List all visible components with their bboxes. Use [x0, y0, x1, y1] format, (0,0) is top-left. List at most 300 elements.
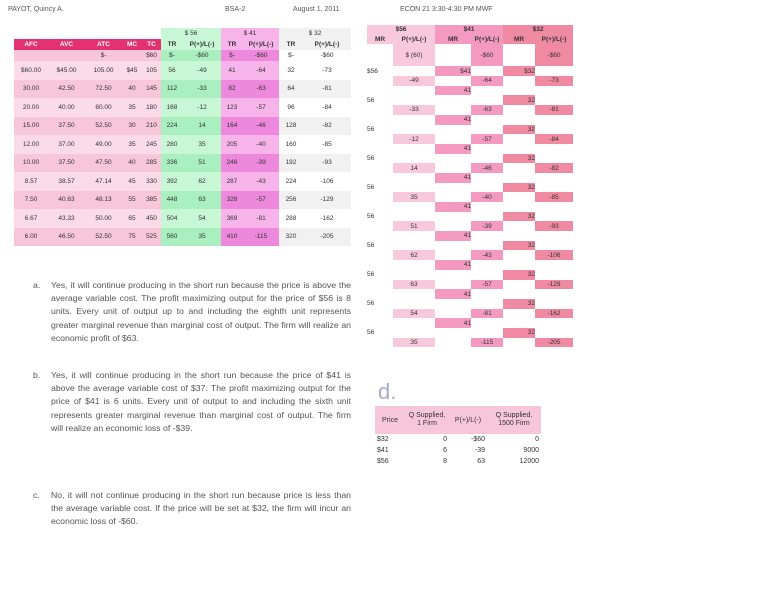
mr-cell-pl41 — [471, 183, 503, 193]
mr-cell-pl41 — [471, 231, 503, 241]
mr-cell-pl41 — [471, 144, 503, 154]
supply-cell-q1500: 9000 — [523, 447, 539, 454]
mr-row — [367, 299, 573, 309]
mr-cell-mr41 — [435, 221, 471, 231]
mr-cell-mr32: 32 — [503, 95, 535, 105]
mr-cell-mr41: 41 — [435, 260, 471, 270]
mr-cell-mr41: 41 — [435, 202, 471, 212]
mr-cell-mr32: 32 — [503, 183, 535, 193]
mr-cell-mr32 — [503, 192, 535, 202]
cost-cell-avc: 40.63 — [48, 191, 85, 210]
mr-sub-cell — [435, 44, 471, 66]
cost-row — [14, 61, 351, 80]
cost-sub-cell — [48, 50, 85, 61]
cost-cell-afc: 6.00 — [14, 228, 48, 247]
mr-cell-mr32 — [503, 202, 535, 212]
answer-a — [33, 279, 351, 345]
mr-cell-pl32 — [535, 270, 573, 280]
mr-cell-mr32: 32 — [503, 328, 535, 338]
cost-cell-tr32: 128 — [279, 117, 303, 136]
mr-cell-pl32 — [535, 183, 573, 193]
mr-cell-pl41 — [471, 66, 503, 76]
supply-cell-price: $56 — [377, 458, 389, 465]
cost-cell-afc: 15.00 — [14, 117, 48, 136]
cost-cell-tr56: 448 — [161, 191, 183, 210]
mr-cell-mr56: 56 — [367, 212, 393, 222]
cost-cell-afc: 10.00 — [14, 154, 48, 173]
cost-col-header: P(+)/L(-) — [243, 39, 279, 50]
section-code: BSA-2 — [225, 6, 246, 13]
cost-cell-atc: 52.50 — [85, 228, 122, 247]
mr-cell-pl41 — [471, 328, 503, 338]
mr-cell-pl56 — [393, 241, 435, 251]
mr-cell-mr41: 41 — [435, 318, 471, 328]
answer-b-label: b. — [33, 370, 41, 380]
answer-c — [33, 489, 351, 529]
mr-cell-pl41 — [471, 86, 503, 96]
cost-cell-mc: 30 — [122, 117, 142, 136]
mr-cell-pl32 — [535, 318, 573, 328]
cost-cell-pl32: -85 — [303, 135, 351, 154]
mr-row — [367, 212, 573, 222]
cost-col-header: AVC — [48, 39, 85, 50]
mr-cell-mr32: 32 — [503, 212, 535, 222]
mr-cell-mr32 — [503, 115, 535, 125]
mr-row — [367, 154, 573, 164]
mr-row — [367, 105, 573, 115]
cost-cell-tc: 385 — [142, 191, 161, 210]
cost-sub-cell: $60 — [142, 50, 161, 61]
cost-cell-pl56: -33 — [183, 80, 221, 99]
mr-cell-mr41 — [435, 105, 471, 115]
price-header-41: $ 41 — [221, 28, 279, 39]
mr-cell-pl32: -85 — [535, 192, 573, 202]
cost-cell-tr41: 82 — [221, 80, 243, 99]
mr-cell-pl56 — [393, 144, 435, 154]
cost-cell-pl41: -39 — [243, 154, 279, 173]
mr-cell-mr41 — [435, 183, 471, 193]
mr-cell-pl41: -81 — [471, 309, 503, 319]
mr-row — [367, 221, 573, 231]
mr-cell-mr32 — [503, 231, 535, 241]
cost-cell-tr56: 112 — [161, 80, 183, 99]
cost-cell-tr41: 246 — [221, 154, 243, 173]
mr-col-header: P(+)/L(-) — [535, 35, 573, 45]
cost-cell-pl41: -43 — [243, 172, 279, 191]
answer-c-label: c. — [33, 490, 40, 500]
mr-cell-mr41: 41 — [435, 115, 471, 125]
cost-col-header: ATC — [85, 39, 122, 50]
mr-cell-pl56: 62 — [393, 250, 435, 260]
mr-cell-mr41 — [435, 95, 471, 105]
mr-col-header: MR — [503, 35, 535, 45]
mr-cell-mr56 — [367, 280, 393, 290]
mr-cell-mr56 — [367, 105, 393, 115]
cost-row — [14, 135, 351, 154]
cost-cell-tr41: 369 — [221, 209, 243, 228]
cost-sub-cell: -$60 — [183, 50, 221, 61]
mr-cell-pl32: -82 — [535, 163, 573, 173]
mr-row — [367, 280, 573, 290]
mr-col-header: MR — [435, 35, 471, 45]
mr-row — [367, 163, 573, 173]
mr-row — [367, 86, 573, 96]
cost-cell-avc: 37.50 — [48, 154, 85, 173]
mr-cell-pl41 — [471, 212, 503, 222]
cost-row — [14, 191, 351, 210]
mr-row — [367, 270, 573, 280]
mr-cell-mr32 — [503, 173, 535, 183]
cost-row — [14, 80, 351, 99]
mr-cell-mr41: $41 — [435, 66, 471, 76]
mr-cell-mr41 — [435, 280, 471, 290]
cost-cell-pl41: -63 — [243, 80, 279, 99]
mr-cell-pl41 — [471, 115, 503, 125]
cost-cell-pl32: -73 — [303, 61, 351, 80]
mr-col-header: P(+)/L(-) — [471, 35, 503, 45]
mr-price-header-56: $56 — [367, 25, 435, 35]
cost-row — [14, 117, 351, 136]
mr-cell-pl32 — [535, 241, 573, 251]
cost-cell-tr41: 164 — [221, 117, 243, 136]
mr-cell-pl41 — [471, 260, 503, 270]
cost-cell-pl56: 62 — [183, 172, 221, 191]
cost-row — [14, 172, 351, 191]
mr-cell-pl41 — [471, 241, 503, 251]
cost-row — [14, 209, 351, 228]
cost-cell-pl41: -57 — [243, 191, 279, 210]
supply-cell-q1: 8 — [443, 458, 447, 465]
cost-cell-tc: 210 — [142, 117, 161, 136]
mr-cell-mr32: 32 — [503, 154, 535, 164]
cost-cell-pl32: -81 — [303, 80, 351, 99]
cost-cell-pl56: 35 — [183, 228, 221, 247]
mr-cell-pl56 — [393, 125, 435, 135]
mr-cell-pl32 — [535, 173, 573, 183]
mr-cell-pl56: -33 — [393, 105, 435, 115]
mr-cell-mr41 — [435, 338, 471, 348]
mr-cell-pl56 — [393, 212, 435, 222]
mr-cell-mr32 — [503, 318, 535, 328]
cost-cell-pl56: 54 — [183, 209, 221, 228]
mr-cell-pl41: -63 — [471, 105, 503, 115]
price-header-32: $ 32 — [279, 28, 351, 39]
supply-cell-price: $41 — [377, 447, 389, 454]
mr-sub-cell — [367, 44, 393, 66]
mr-cell-pl32 — [535, 115, 573, 125]
cost-row — [14, 154, 351, 173]
cost-cell-atc: 72.50 — [85, 80, 122, 99]
cost-cell-avc: 42.50 — [48, 80, 85, 99]
cost-cell-pl32: -93 — [303, 154, 351, 173]
cost-cell-mc: 75 — [122, 228, 142, 247]
cost-cell-avc: 37.50 — [48, 117, 85, 136]
mr-cell-mr56: 56 — [367, 299, 393, 309]
cost-cell-pl32: -129 — [303, 191, 351, 210]
mr-row — [367, 231, 573, 241]
supply-cell-pl: -$60 — [470, 436, 485, 443]
cost-cell-tr41: 287 — [221, 172, 243, 191]
mr-cell-pl41: -57 — [471, 134, 503, 144]
cost-cell-afc: 20.00 — [14, 98, 48, 117]
mr-cell-mr41 — [435, 154, 471, 164]
cost-cell-pl32: -205 — [303, 228, 351, 247]
supply-row — [375, 445, 541, 456]
cost-cell-tr41: 123 — [221, 98, 243, 117]
mr-cell-mr41: 41 — [435, 86, 471, 96]
mr-cell-mr56 — [367, 173, 393, 183]
cost-cell-tr32: 192 — [279, 154, 303, 173]
cost-cell-avc: $45.00 — [48, 61, 85, 80]
cost-cell-tr41: 328 — [221, 191, 243, 210]
mr-cell-mr56 — [367, 338, 393, 348]
cost-cell-tr32: 224 — [279, 172, 303, 191]
cost-cell-pl41: -57 — [243, 98, 279, 117]
cost-cell-pl56: 14 — [183, 117, 221, 136]
mr-row — [367, 192, 573, 202]
mr-cell-pl56 — [393, 328, 435, 338]
mr-cell-mr56: $56 — [367, 66, 393, 76]
mr-cell-pl32: -106 — [535, 250, 573, 260]
mr-row — [367, 250, 573, 260]
mr-cell-mr56 — [367, 192, 393, 202]
cost-col-header: P(+)/L(-) — [183, 39, 221, 50]
cost-cell-tr32: 96 — [279, 98, 303, 117]
mr-cell-mr32 — [503, 338, 535, 348]
mr-cell-mr32 — [503, 86, 535, 96]
supply-row — [375, 456, 541, 467]
mr-cell-pl32 — [535, 231, 573, 241]
mr-cell-pl32 — [535, 202, 573, 212]
mr-cell-pl32 — [535, 212, 573, 222]
mr-row — [367, 318, 573, 328]
mr-cell-pl32: -84 — [535, 134, 573, 144]
mr-row — [367, 338, 573, 348]
mr-row — [367, 289, 573, 299]
cost-cell-avc: 37.00 — [48, 135, 85, 154]
mr-cell-pl32: -205 — [535, 338, 573, 348]
cost-cell-mc: 65 — [122, 209, 142, 228]
mr-cell-pl56 — [393, 260, 435, 270]
mr-cell-pl32 — [535, 154, 573, 164]
mr-row — [367, 183, 573, 193]
mr-sub-cell — [503, 44, 535, 66]
mr-cell-pl41: -43 — [471, 250, 503, 260]
cost-cell-tc: 245 — [142, 135, 161, 154]
mr-cell-mr56: 56 — [367, 125, 393, 135]
mr-cell-mr32 — [503, 280, 535, 290]
mr-cell-mr32 — [503, 105, 535, 115]
marginal-revenue-table — [367, 25, 573, 347]
cost-cell-tr32: 320 — [279, 228, 303, 247]
cost-cell-tr56: 560 — [161, 228, 183, 247]
supply-cell-price: $32 — [377, 436, 389, 443]
cost-cell-afc: 30.00 — [14, 80, 48, 99]
cost-cell-pl41: -64 — [243, 61, 279, 80]
part-d-label: d. — [378, 379, 397, 404]
cost-cell-tr32: 32 — [279, 61, 303, 80]
cost-cell-afc: 6.67 — [14, 209, 48, 228]
mr-cell-mr56 — [367, 309, 393, 319]
mr-row — [367, 173, 573, 183]
cost-cell-pl41: -40 — [243, 135, 279, 154]
cost-sub-cell — [122, 50, 142, 61]
cost-cell-afc: 7.50 — [14, 191, 48, 210]
mr-cell-mr32 — [503, 289, 535, 299]
cost-cell-afc: 8.57 — [14, 172, 48, 191]
mr-cell-pl41: -57 — [471, 280, 503, 290]
cost-cell-tc: 180 — [142, 98, 161, 117]
cost-sub-cell: -$60 — [303, 50, 351, 61]
cost-cell-tc: 285 — [142, 154, 161, 173]
cost-cell-pl32: -84 — [303, 98, 351, 117]
mr-cell-pl32 — [535, 299, 573, 309]
course-name: ECON 21 3:30-4:30 PM MWF — [400, 6, 493, 13]
cost-cell-avc: 43.33 — [48, 209, 85, 228]
mr-cell-mr41 — [435, 163, 471, 173]
cost-cell-avc: 38.57 — [48, 172, 85, 191]
cost-cell-mc: 35 — [122, 135, 142, 154]
mr-cell-mr32 — [503, 144, 535, 154]
mr-cell-pl56: -49 — [393, 76, 435, 86]
cost-cell-tr56: 224 — [161, 117, 183, 136]
price-header-56: $ 56 — [161, 28, 221, 39]
cost-cell-afc: $60.00 — [14, 61, 48, 80]
cost-cell-mc: 45 — [122, 172, 142, 191]
mr-cell-mr56: 56 — [367, 95, 393, 105]
cost-cell-pl56: 51 — [183, 154, 221, 173]
mr-cell-pl56 — [393, 202, 435, 212]
cost-sub-cell — [14, 50, 48, 61]
mr-cell-mr41 — [435, 299, 471, 309]
mr-cell-pl32 — [535, 260, 573, 270]
mr-cell-mr41 — [435, 125, 471, 135]
cost-cell-tr41: 205 — [221, 135, 243, 154]
cost-row — [14, 228, 351, 247]
mr-cell-mr32 — [503, 221, 535, 231]
cost-cell-pl56: -49 — [183, 61, 221, 80]
mr-cell-mr41 — [435, 270, 471, 280]
cost-cell-pl56: 35 — [183, 135, 221, 154]
mr-row — [367, 66, 573, 76]
mr-cell-mr32 — [503, 134, 535, 144]
mr-cell-pl56: 54 — [393, 309, 435, 319]
mr-sub-cell: $ (60) — [393, 44, 435, 66]
mr-cell-pl32 — [535, 95, 573, 105]
mr-cell-pl41 — [471, 154, 503, 164]
cost-row — [14, 98, 351, 117]
answer-b-text: Yes, it will continue producing in the short run because the price of $41 is above the average variable cost of $37. The profit maximizing output for the price of $41 is 6 units. Every unit of output to and including the sixth unit represents greater marginal revenue than marginal cost of output. The firm will realize an economic loss of -$39. — [51, 370, 351, 433]
cost-cell-tr32: 160 — [279, 135, 303, 154]
answer-a-text: Yes, it will continue producing in the short run because the price is above the average variable cost. The profit maximizing output for the price of $56 is 8 units. Every unit of output up to and including the eighth unit represents greater marginal revenue than marginal cost of output. The firm will realize an economic profit of $63. — [51, 280, 351, 343]
mr-cell-mr56 — [367, 250, 393, 260]
cost-table — [14, 28, 351, 246]
mr-row — [367, 328, 573, 338]
supply-header-price: Price — [375, 406, 405, 434]
supply-cell-q1: 6 — [443, 447, 447, 454]
mr-cell-mr32 — [503, 76, 535, 86]
mr-cell-mr56 — [367, 134, 393, 144]
mr-cell-pl56 — [393, 86, 435, 96]
cost-cell-tr56: 392 — [161, 172, 183, 191]
mr-cell-mr56 — [367, 260, 393, 270]
mr-cell-mr41 — [435, 134, 471, 144]
mr-cell-mr56: 56 — [367, 241, 393, 251]
mr-cell-pl41 — [471, 95, 503, 105]
cost-cell-atc: 52.50 — [85, 117, 122, 136]
cost-sub-cell: $- — [161, 50, 183, 61]
supply-cell-q1500: 12000 — [519, 458, 539, 465]
mr-cell-pl56 — [393, 95, 435, 105]
mr-cell-pl41: -64 — [471, 76, 503, 86]
mr-cell-pl41 — [471, 202, 503, 212]
mr-cell-pl56: -12 — [393, 134, 435, 144]
mr-cell-pl41 — [471, 318, 503, 328]
mr-cell-mr56: 56 — [367, 183, 393, 193]
mr-cell-mr41 — [435, 192, 471, 202]
mr-cell-pl32 — [535, 328, 573, 338]
mr-cell-pl41 — [471, 125, 503, 135]
cost-cell-avc: 46.50 — [48, 228, 85, 247]
mr-row — [367, 144, 573, 154]
mr-row — [367, 309, 573, 319]
cost-col-header: AFC — [14, 39, 48, 50]
cost-cell-pl32: -82 — [303, 117, 351, 136]
mr-cell-mr56 — [367, 163, 393, 173]
mr-cell-mr41 — [435, 328, 471, 338]
mr-cell-pl56 — [393, 289, 435, 299]
cost-col-header: TC — [142, 39, 161, 50]
mr-cell-mr32 — [503, 309, 535, 319]
mr-cell-mr56 — [367, 86, 393, 96]
cost-cell-tc: 525 — [142, 228, 161, 247]
mr-sub-cell: -$60 — [471, 44, 503, 66]
mr-price-header-32: $32 — [503, 25, 573, 35]
mr-row — [367, 95, 573, 105]
supply-header-q1: Q Supplied, 1 Firm — [405, 406, 449, 434]
supply-cell-q1500: 0 — [535, 436, 539, 443]
cost-col-header: P(+)/L(-) — [303, 39, 351, 50]
mr-cell-mr41: 41 — [435, 289, 471, 299]
cost-cell-pl41: -115 — [243, 228, 279, 247]
mr-cell-mr41: 41 — [435, 231, 471, 241]
cost-cell-tc: 105 — [142, 61, 161, 80]
cost-col-header: TR — [279, 39, 303, 50]
cost-cell-tr56: 504 — [161, 209, 183, 228]
cost-cell-atc: 60.00 — [85, 98, 122, 117]
mr-row — [367, 241, 573, 251]
mr-cell-mr32: $32 — [503, 66, 535, 76]
cost-sub-cell: $- — [85, 50, 122, 61]
mr-cell-pl56 — [393, 115, 435, 125]
mr-cell-mr56 — [367, 289, 393, 299]
mr-cell-pl56: 35 — [393, 338, 435, 348]
cost-cell-atc: 47.14 — [85, 172, 122, 191]
mr-cell-mr32 — [503, 163, 535, 173]
mr-cell-pl32: -129 — [535, 280, 573, 290]
mr-cell-mr56 — [367, 144, 393, 154]
mr-cell-mr32: 32 — [503, 125, 535, 135]
mr-cell-pl32: -81 — [535, 105, 573, 115]
cost-cell-atc: 105.00 — [85, 61, 122, 80]
cost-cell-tc: 330 — [142, 172, 161, 191]
cost-cell-tr56: 56 — [161, 61, 183, 80]
mr-cell-mr32 — [503, 250, 535, 260]
mr-cell-pl41: -40 — [471, 192, 503, 202]
mr-row — [367, 134, 573, 144]
mr-cell-pl41: -115 — [471, 338, 503, 348]
cost-cell-avc: 40.00 — [48, 98, 85, 117]
